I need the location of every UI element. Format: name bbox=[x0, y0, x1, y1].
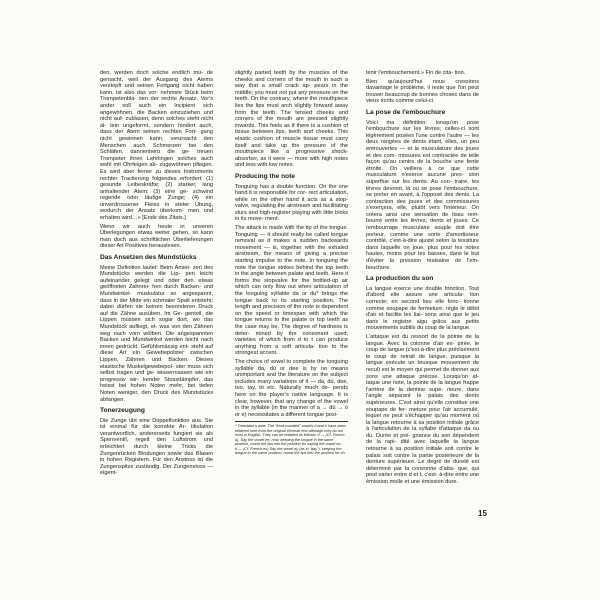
section-heading: La production du son bbox=[366, 275, 434, 283]
paragraph: Tonguing has a double function. On the one hand it is responsible for cor- rect articulation, while on the other hand it acts as a stop-valve, regulating the airstream and facilitating slurs and high-register playing with little tricks in its move- ment. bbox=[235, 183, 348, 223]
paragraph: The attack is made with the tip of the tongue. Tonguing — it should really be called tongue removal as it makes a sudden backwards movement — is, together with the exhaled airstream, the means of giving a precise starting impulse to the note. In tonguing the note the tongue strikes behind the top teeth in the angle between palate and teeth. Here it forms the stopvalve for the bottled-up air which can only flow out when articulation of the tonguing syllable da or du* brings the tongue back to its starting position. The length and precision of the note is dependent on the speed or timespan with which the tongue returns to the palate or top teeth as the case may be. The degree of hardness is deter- mined by the consonant used; varieties of which from d to t can produce anything from a soft articula- tion to the strongest accent. bbox=[235, 225, 348, 357]
paragraph: Bien qu'aujourd'hui nous cressions davantage le problème, il reste que l'on peut trouver beaucoup de bonnes choses dans de vieux écrits comme celui-ci. bbox=[366, 78, 479, 105]
paragraph: Meine Definition lautet: Beim Anset- zen des Mundstücks werden die Lip- pen leicht aufeinander gelegt und oder den etwas geöffneten Zahnrei- hen durch Backen- und Mundwinkel- muskulatur so angespannt, dass in der Mitte ein schmaler Spalt entsteht; dabei dürfen sie keinen besonderen Druck auf die Zähne ausüben. Im Ge- genteil, die Lippen müssen sich sogar dort, wo das Mundstück aufliegt, et- was von den Zähnen weg nach vorn wölben. Die angespannten Backen und Mundwinkel werden leicht nach innen gedrückt. Gefühlsmässig ent- steht auf diese Art ein Gewebepolster zwischen Lippen, Zähnen und Backen. Dieses elastische Muskelgewebepol- ster muss sich selbst tragen und ge- wissermassen wie ein progressiv wir- kender Stossdämpfer, das heisst bei hohen Noten mehr, bei tiefen Noten weniger, den Druck des Mundstücks abfangen. bbox=[100, 264, 213, 403]
german-column bbox=[100, 70, 213, 479]
paragraph: Die Zunge übt eine Doppelfunktion aus. Sie ist einmal für die korrekte Ar- tikulation verantwortlich, andererseits fungiert sie als Sperrventil, regelt den Luftstrom und erleichtert durch kleine Tricks die Zungenrücken Bindungen sowie das Blasen in hohen Registern. Für den Anstoss ist die Zungenspitze zuständig. Der Zungenstoss — eigent- bbox=[100, 417, 213, 477]
paragraph: La langue exerce une double fonction. Tout d'abord elle assure une articula- tion correcte; en second lieu elle fonc- tionne comme soupape de fermeture, règle le débit d'air et facilite les liai- sons ainsi que le jeu dans le registre aigu grâce aux petits mouvements subtils du coup de la langue. bbox=[366, 285, 479, 332]
paragraph: tenir l'embouchement.» Fin de cita- tion. bbox=[366, 70, 466, 76]
paragraph: den, werden doch solche endlich mü- de gemacht, weil der Ausgang des Atems verstopft und seinen Fortgang nicht haben kann, ist also das vor- nehmste Stück beim Trompetenbla- sen der rechte Ansatz. Vor's ander soll auch ein Incipient sich angewöhnen, die Backen einzuziehen und nicht auf- zublasen, denn solches steht nicht al- lein ungeformt, sondern hindert auch, dass der Atem seinen rechten Fort- gang nicht gewinnen kann, verursacht den Menschen auch Schmerzen bei den Schläfen, dannenhero die ge- treuen Trompeter ihren Lehrlingen solches auch wohl mit Ohrfeigen ab- zugewöhnen pflegen. Es wird aber ferner zu dieses Instruments rechter Tractierung folgendes erfordert: (1) gesunde Leibeskräfte; (2) starker, lang anhaltender Atem; (3) eine ge- schwind regende oder läufige Zunge; (4) ein unverdrossener Fleiss in steter Übung, wodurch der Ansatz überkom- men und erhalten wird…» [Ende des Zitats.] bbox=[100, 70, 213, 222]
footnote-text: ö — (Cf. French eu) Say the vowel ay (as in "day"), keeping the tongue in the same position, round the lips into the position for oh. bbox=[235, 446, 346, 456]
footnote bbox=[235, 421, 348, 456]
page-number: 15 bbox=[478, 509, 487, 518]
paragraph: Voici ma définition: lorsqu'on pose l'embouchure sur les lèvres, celles-ci sont légèrement posées l'une contre l'autre — les deux rangées de dents étant, elles, un peu entrouvertes — et la musculature des joues et des com- missures est contractée de telle façon qu'au centre de la bouche une fente étroite. On veillera à ce que cette musculature n'exerce aucune pres- sion superflue sur les dents. Au con- traire, les lèvres devront, là où se pose l'embouchure, se porter en avant, à l'opposé des dents. La contraction des joues et des commissures s'exerçera, elle, plutôt vers l'intérieur. On créera ainsi une sensation de tissu rem- bourré entre les lèvres, dents et joues. Ce rembourrage musculaire souple doit être porteur, comme une sorte d'amortisseur contrôlé, c'est-à-dire ajusté selon la tessiture dans laquelle on joue, plus pour les notes hautes, moins pour les basses, dans le but d'éviter la pression malsaine de l'em- bouchure. bbox=[366, 119, 479, 271]
section-heading: La pose de l'embouchure bbox=[366, 108, 446, 116]
paragraph: The choice of vowel to complete the tonguing syllable da, dü or dee is by no means unimportant and the literature on the subject includes many variations of it — da, dü, dee, too, tay, tö etc. Naturally much de- pends here on the player's native language. It is clear, however, that any change of the vowel in the syllable (in the manner of a → dü → ö or e) necessitates a different tongue posi- bbox=[235, 358, 348, 418]
paragraph: slightly parted teeth by the muscles of the cheeks and corners of the mouth in such a way that a small crack ap- pears in the middle; you must not put any pressure on the teeth. On the contrary, where the mouthpiece lies the lips must arch slightly forward away from the teeth. The tensed cheeks and corners of the mouth are pressed slightly inwards. This feels as if there is a cushion of tissue between lips, teeth and cheeks. This elastic cushion of muscle tissue must carry itself and take up the pressure of the mouthpiece like a progressive shock- absorber, as it were — more with high notes and less with low notes. bbox=[235, 70, 348, 169]
paragraph: Wenn wir auch heute in unseren Überlegungen etwas weiter gehen, so kann man doch aus schriftlichen Überlieferungen dieser Art Positives herauslesen. bbox=[100, 223, 213, 250]
section-heading: Producing the note bbox=[235, 172, 296, 180]
footnote-text: * Translator's note: The "front-rounded" vowels ü and ö have been retained here from the original German text although they do not exist in English. They can be imitated as follows: ü — (Cf. French u). Say the vowel ee, now, keeping the tongue in the same position, round the lips into the position for saying the vowel oo. bbox=[235, 424, 346, 447]
section-heading: Das Ansetzen des Mundstücks bbox=[100, 254, 197, 262]
section-heading: Tonerzeugung bbox=[100, 407, 145, 415]
paragraph: L'attaque est du ressort de la pointe de la langue. Avec la colonne d'air ex- pirée, le coup de langue (c'est-à-dire plus précisément le coup de retrait de langue, puisque la langue exécute un brusque mouvement de recul) est le moyen qui permet de donner aux sons une attaque précise. Lorsqu'on at- taque une note, la pointe de la langue frappe l'arrière de la dentine supé- rieure, dans l'angle séparant le palais des dents supérieures. C'est ainsi qu'elle constitue une soupape de fer- meture pour l'air accumulé, lequel ne peut s'échapper qu'au moment où la langue retourne à sa position initiale grâce à l'articulation de la syllabe d'attaque da ou du. Durée et pré- gnance du son dépendent de la rapi- dité avec laquelle la langue retourne à sa position initiale soit contre le palais soit contre la partie postérieure de la denture supérieure. Le degré de dureté est déterminé par la consonne d'atta- que, qui peut varier entre d et t, c'est- à-dire entre une émission molle et une émission dure. bbox=[366, 333, 480, 486]
english-column bbox=[235, 70, 348, 456]
french-column bbox=[366, 70, 479, 488]
